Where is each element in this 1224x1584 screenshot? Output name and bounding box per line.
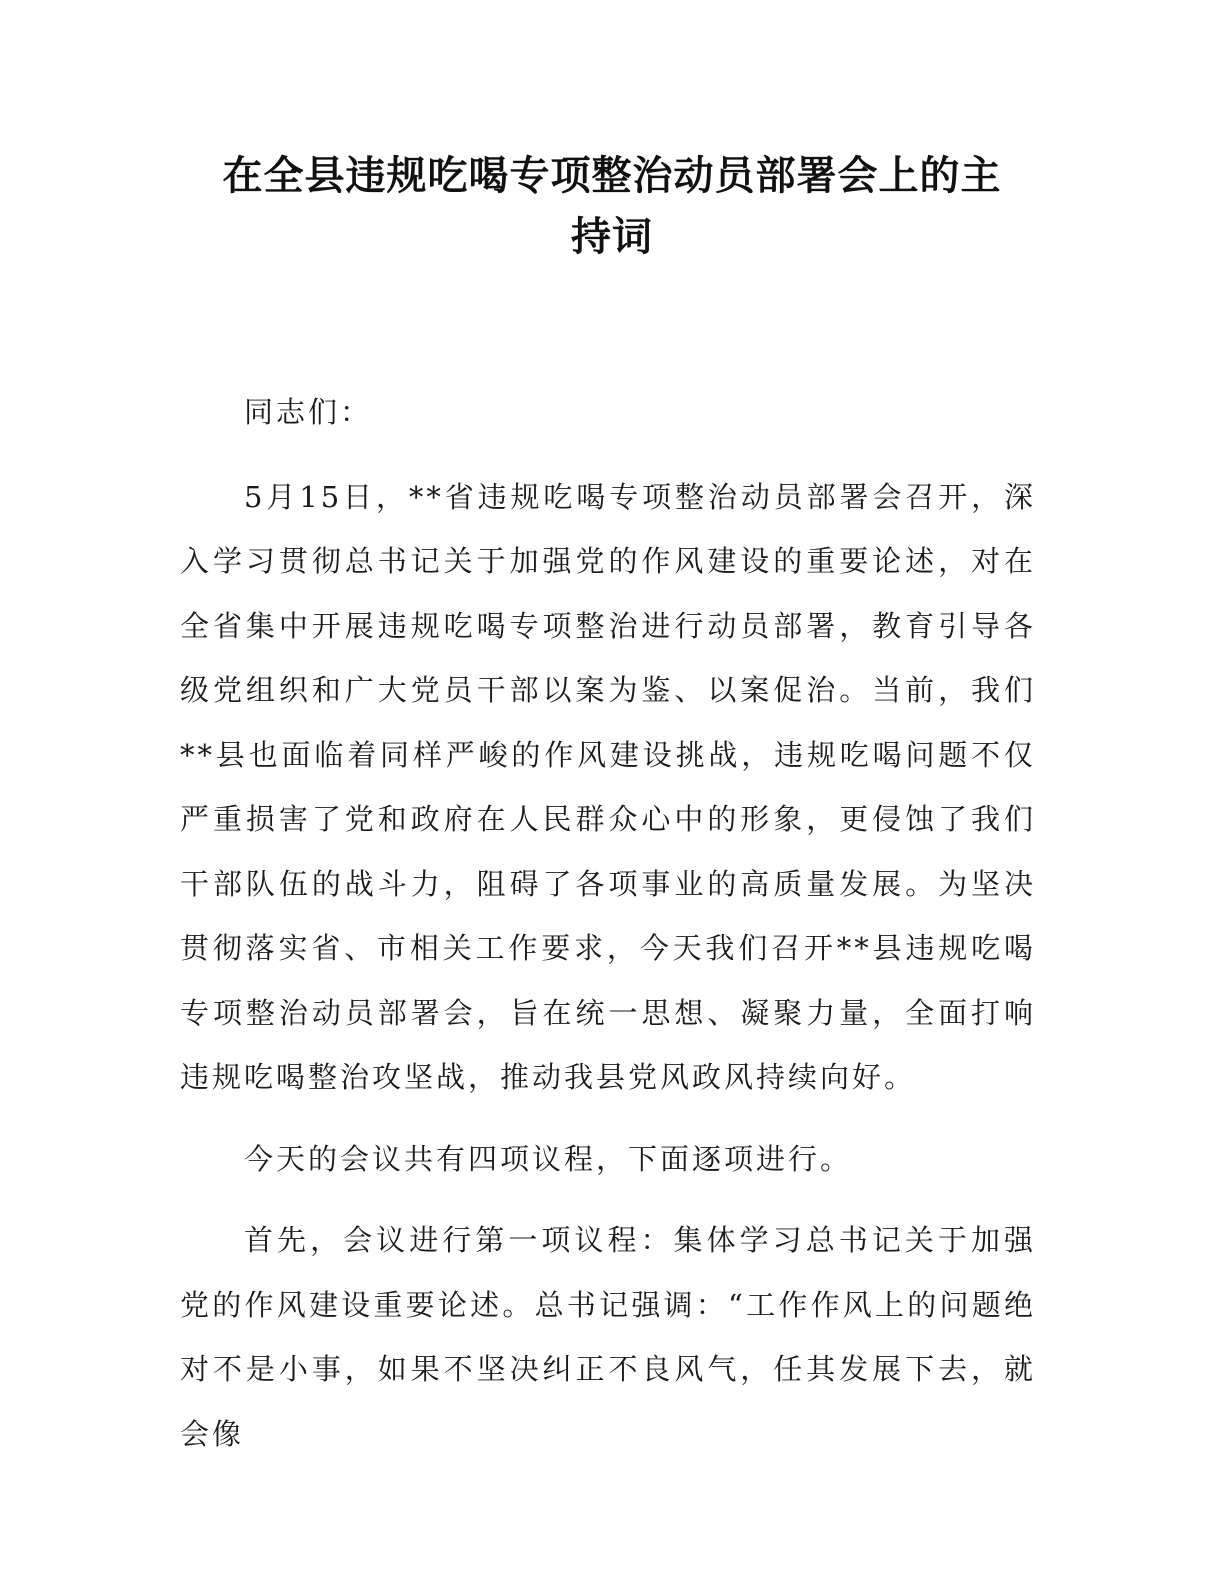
paragraph-agenda: 今天的会议共有四项议程，下面逐项进行。 bbox=[244, 1141, 853, 1176]
title-line-2: 持词 bbox=[571, 214, 653, 260]
salutation: 同志们： bbox=[244, 395, 373, 429]
document-body bbox=[180, 380, 1036, 1483]
title-line-1: 在全县违规吃喝专项整治动员部署会上的主 bbox=[222, 153, 1002, 199]
paragraph-intro: 5月15日，**省违规吃喝专项整治动员部署会召开，深入学习贯彻总书记关于加强党的作风建设的重要论述，对在全省集中开展违规吃喝专项整治进行动员部署，教育引导各级党组织和广大党员干部以案为鉴、以案促治。当前，我们**县也面临着同样严峻的作风建设挑战，违规吃喝问题不仅严重损害了党和政府在人民群众心中的形象，更侵蚀了我们干部队伍的战斗力，阻碍了各项事业的高质量发展。为坚决贯彻落实省、市相关工作要求，今天我们召开**县违规吃喝专项整治动员部署会，旨在统一思想、凝聚力量，全面打响违规吃喝整治攻坚战，推动我县党风政风持续向好。 bbox=[180, 479, 1036, 1094]
document-title bbox=[160, 146, 1064, 268]
paragraph-first-item: 首先，会议进行第一项议程：集体学习总书记关于加强党的作风建设重要论述。总书记强调：“工作作风上的问题绝对不是小事，如果不坚决纠正不良风气，任其发展下去，就会像 bbox=[180, 1223, 1036, 1451]
